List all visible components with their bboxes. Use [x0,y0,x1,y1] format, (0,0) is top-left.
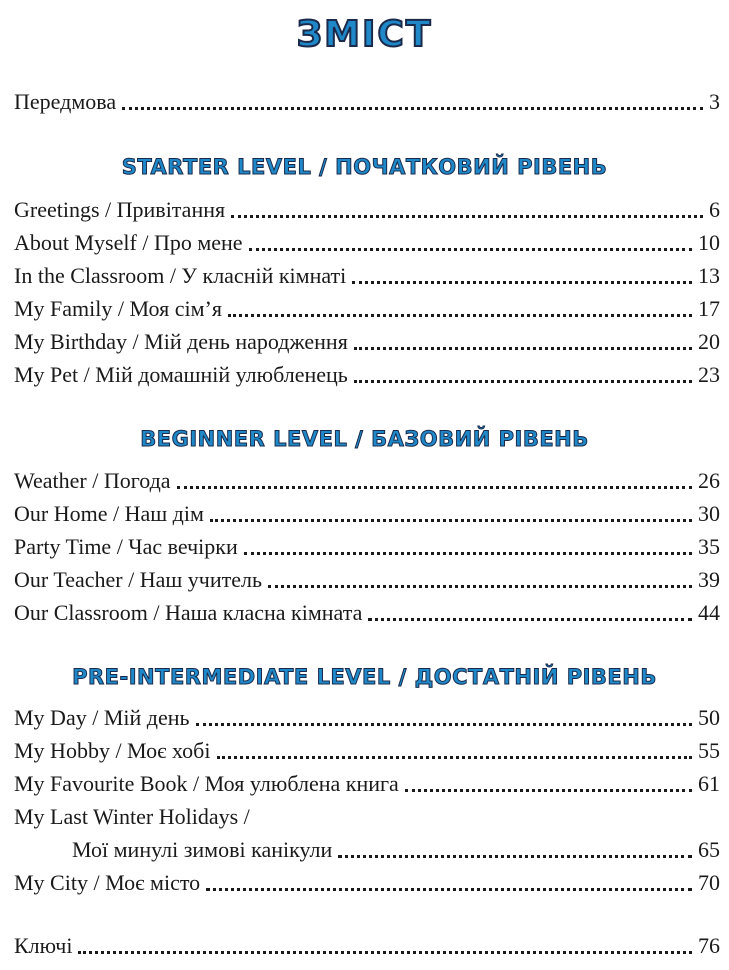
toc-entry-label: My Pet / Мій домашній улюбленець [14,362,348,387]
toc-entry-page: 30 [698,501,720,526]
toc-entry-page: 61 [698,771,720,796]
toc-entry[interactable] [14,500,720,528]
dot-leader [354,347,692,350]
toc-entry-continuation[interactable] [72,836,720,864]
toc-entry-page: 6 [709,197,720,222]
toc-entry-page: 65 [698,837,720,862]
toc-entry-label: About Myself / Про мене [14,230,243,255]
toc-entry-page: 44 [698,600,720,625]
toc-entry[interactable] [14,229,720,257]
toc-entry[interactable] [14,770,720,798]
toc-entry-page: 50 [698,705,720,730]
toc-entry-page: 70 [698,870,720,895]
toc-entry-page: 3 [709,89,720,114]
toc-entry-page: 10 [698,230,720,255]
toc-entry-label: Our Teacher / Наш учитель [14,567,263,592]
toc-entry-label: My Favourite Book / Моя улюблена книга [14,771,399,796]
dot-leader [368,618,692,621]
toc-entry[interactable] [14,196,720,224]
dot-leader [352,281,692,284]
section-heading-pre-intermediate: PRE-INTERMEDIATE LEVEL / ДОСТАТНІЙ РІВЕНЬ [72,665,657,689]
toc-entry-label: Ключі [14,933,73,958]
dot-leader [354,380,692,383]
toc-entry[interactable] [14,361,720,389]
toc-entry[interactable] [14,533,720,561]
dot-leader [196,723,692,726]
toc-entry-page: 17 [698,296,720,321]
dot-leader [206,888,692,891]
section-heading-beginner: BEGINNER LEVEL / БАЗОВИЙ РІВЕНЬ [140,427,589,451]
toc-entry-label: My Birthday / Мій день народження [14,329,348,354]
toc-entry-page: 26 [698,468,720,493]
dot-leader [122,107,703,110]
toc-entry-label: My Hobby / Моє хобі [14,738,211,763]
dot-leader [268,585,692,588]
toc-entry-label: Our Home / Наш дім [14,501,204,526]
page-title: ЗМІСТ [296,14,433,55]
dot-leader [405,789,692,792]
toc-entry-keys[interactable] [14,932,720,960]
toc-entry-label: My Last Winter Holidays / [14,804,250,829]
toc-entry-label: Our Classroom / Наша класна кімната [14,600,363,625]
dot-leader [228,314,692,317]
toc-entry-label: Мої минулі зимові канікули [72,837,333,862]
toc-entry-first-line[interactable] [14,803,720,831]
toc-entry-label: My Family / Моя сім’я [14,296,222,321]
toc-entry-page: 76 [698,933,720,958]
toc-entry-label: In the Classroom / У класній кімнаті [14,263,347,288]
toc-entry-label: Greetings / Привітання [14,197,226,222]
toc-entry-label: Party Time / Час вечірки [14,534,238,559]
toc-entry-page: 20 [698,329,720,354]
toc-entry[interactable] [14,704,720,732]
dot-leader [210,519,692,522]
dot-leader [177,486,692,489]
toc-entry[interactable] [14,737,720,765]
toc-entry[interactable] [14,467,720,495]
dot-leader [338,855,692,858]
toc-entry-page: 39 [698,567,720,592]
toc-entry[interactable] [14,328,720,356]
section-heading-starter: STARTER LEVEL / ПОЧАТКОВИЙ РІВЕНЬ [121,155,608,179]
toc-entry-page: 23 [698,362,720,387]
toc-entry[interactable] [14,566,720,594]
dot-leader [217,756,693,759]
toc-entry[interactable] [14,599,720,627]
toc-entry-label: My City / Моє місто [14,870,201,895]
toc-entry[interactable] [14,869,720,897]
toc-entry-label: Weather / Погода [14,468,171,493]
dot-leader [231,215,703,218]
toc-entry[interactable] [14,262,720,290]
toc-entry-page: 35 [698,534,720,559]
dot-leader [244,552,692,555]
toc-entry-page: 13 [698,263,720,288]
toc-entry-page: 55 [698,738,720,763]
toc-entry-label: Передмова [14,89,117,114]
toc-entry-intro[interactable] [14,88,720,116]
dot-leader [78,951,692,954]
toc-entry-label: My Day / Мій день [14,705,190,730]
dot-leader [249,248,692,251]
toc-entry[interactable] [14,295,720,323]
